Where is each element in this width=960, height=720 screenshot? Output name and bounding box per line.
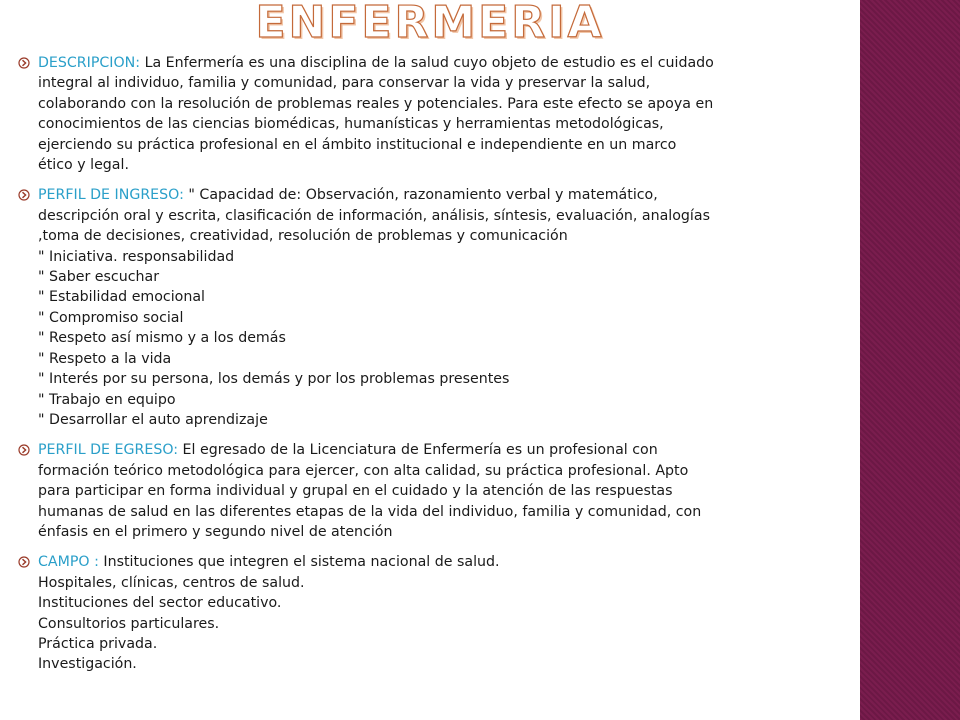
section-text: Práctica privada.	[38, 635, 158, 652]
section-text: descripción oral y escrita, clasificación de información, análisis, síntesis, evaluación, analogías	[38, 207, 710, 224]
section-text: " Respeto así mismo y a los demás	[38, 330, 286, 347]
section-text: " Estabilidad emocional	[38, 289, 205, 306]
section-heading: CAMPO :	[38, 554, 99, 571]
section-text: integral al individuo, familia y comunidad, para conservar la vida y preservar la salud,	[38, 75, 651, 92]
content-list	[18, 53, 848, 685]
section-text: " Capacidad de: Observación, razonamiento verbal y matemático,	[188, 187, 658, 204]
decorative-side-bar	[860, 0, 960, 720]
section-text: Consultorios particulares.	[38, 615, 220, 632]
section-text: colaborando con la resolución de problemas reales y potenciales. Para este efecto se apoya en	[38, 95, 714, 112]
slide-title: ENFERMERIA	[255, 0, 605, 48]
section-text: énfasis en el primero y segundo nivel de atención	[38, 523, 393, 540]
section-text: Investigación.	[38, 656, 137, 673]
section-text: " Trabajo en equipo	[38, 391, 176, 408]
section-text: ejerciendo su práctica profesional en el ámbito institucional e independiente en un marco	[38, 136, 677, 153]
section-text: La Enfermería es una disciplina de la salud cuyo objeto de estudio es el cuidado	[144, 55, 714, 71]
section-text: " Saber escuchar	[38, 269, 160, 286]
section-text: humanas de salud en las diferentes etapas de la vida del individuo, familia y comunidad, con	[38, 503, 702, 520]
section-text: " Interés por su persona, los demás y por los problemas presentes	[38, 371, 510, 388]
section-descripcion	[18, 53, 848, 175]
section-text: " Iniciativa. responsabilidad	[38, 248, 235, 265]
section-heading: PERFIL DE EGRESO:	[38, 442, 179, 459]
bullet-icon	[18, 444, 30, 456]
bullet-icon	[18, 556, 30, 568]
section-text: " Desarrollar el auto aprendizaje	[38, 411, 268, 428]
section-text: Instituciones que integren el sistema nacional de salud.	[103, 554, 500, 571]
section-text: formación teórico metodológica para ejercer, con alta calidad, su práctica profesional. Apto	[38, 462, 689, 479]
bullet-icon	[18, 57, 30, 69]
section-campo	[18, 552, 848, 674]
bullet-icon	[18, 189, 30, 201]
section-text: conocimientos de las ciencias biomédicas, humanísticas y herramientas metodológicas,	[38, 116, 664, 133]
section-text: Hospitales, clínicas, centros de salud.	[38, 574, 305, 591]
section-heading: DESCRIPCION:	[38, 55, 141, 71]
section-text: ético y legal.	[38, 157, 129, 174]
section-text: " Respeto a la vida	[38, 350, 172, 367]
section-text: para participar en forma individual y grupal en el cuidado y la atención de las respuestas	[38, 483, 673, 500]
section-text: El egresado de la Licenciatura de Enfermería es un profesional con	[182, 442, 658, 459]
section-perfil-egreso	[18, 440, 848, 542]
section-text: " Compromiso social	[38, 309, 184, 326]
section-text: ,toma de decisiones, creatividad, resolución de problemas y comunicación	[38, 228, 568, 245]
section-heading: PERFIL DE INGRESO:	[38, 187, 184, 204]
section-perfil-ingreso	[18, 185, 848, 430]
section-text: Instituciones del sector educativo.	[38, 595, 282, 612]
